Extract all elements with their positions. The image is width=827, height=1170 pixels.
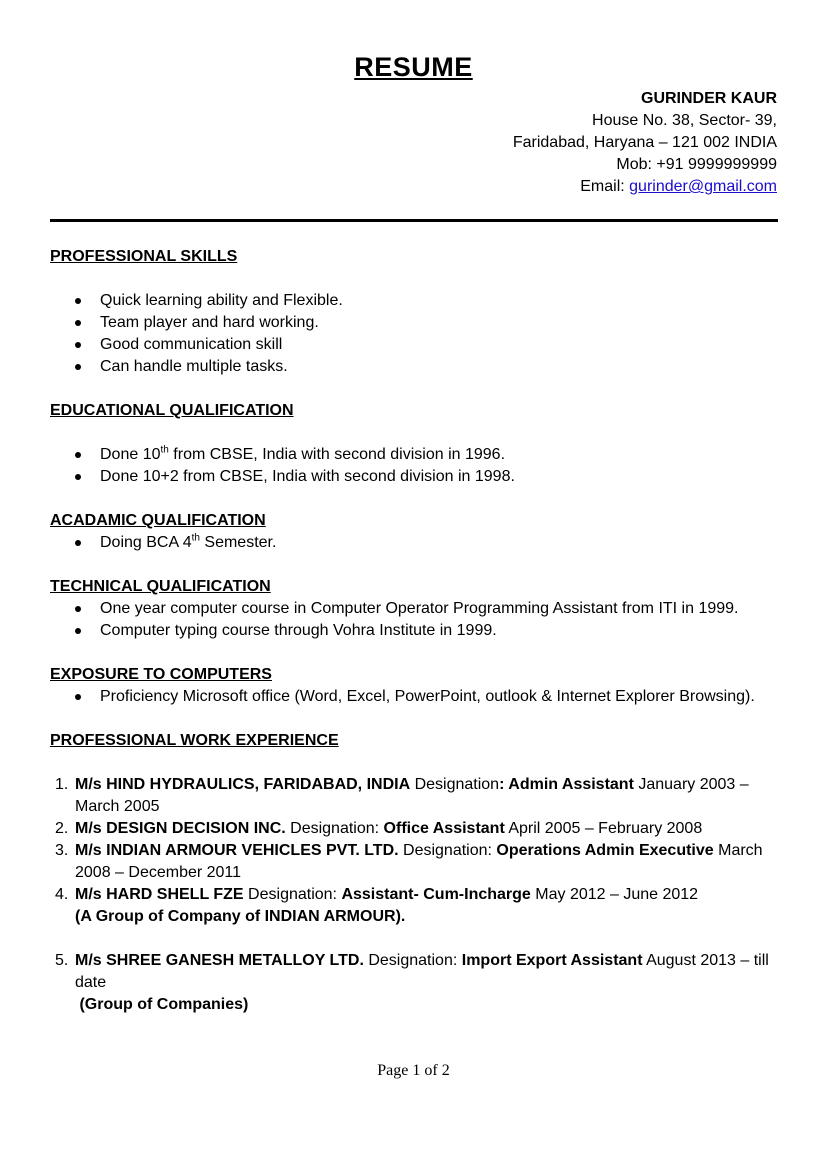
designation-colon: : xyxy=(499,776,505,793)
list-item xyxy=(50,312,777,334)
designation-label: Designation: xyxy=(398,842,497,859)
contact-block xyxy=(513,88,777,198)
contact-email-link[interactable]: gurinder@gmail.com xyxy=(629,178,777,195)
section-heading-exposure: EXPOSURE TO COMPUTERS xyxy=(50,666,272,683)
experience-number: 4. xyxy=(55,886,69,903)
experience-number: 3. xyxy=(55,842,69,859)
contact-address-line-1: House No. 38, Sector- 39, xyxy=(592,112,777,129)
section-heading-experience: PROFESSIONAL WORK EXPERIENCE xyxy=(50,732,339,749)
list-item xyxy=(50,686,777,708)
list-item xyxy=(50,290,777,312)
education-text: Done 10+2 from CBSE, India with second division in 1998. xyxy=(100,468,515,485)
contact-mobile: Mob: +91 9999999999 xyxy=(616,156,777,173)
section-heading-academic: ACADAMIC QUALIFICATION xyxy=(50,512,266,529)
education-list xyxy=(50,444,777,488)
employment-period: March 2008 – December 2011 xyxy=(75,842,763,881)
header-divider xyxy=(50,219,778,222)
designation-role: Assistant- Cum-Incharge xyxy=(341,886,531,903)
designation-label: Designation xyxy=(410,776,500,793)
contact-name: GURINDER KAUR xyxy=(641,90,777,107)
skill-text: Quick learning ability and Flexible. xyxy=(100,292,343,309)
company-name: M/s DESIGN DECISION INC. xyxy=(75,820,286,837)
list-item xyxy=(50,466,777,488)
section-heading-skills: PROFESSIONAL SKILLS xyxy=(50,248,238,265)
company-group-note: (A Group of Company of INDIAN ARMOUR). xyxy=(75,908,406,925)
bullet-icon xyxy=(75,474,81,480)
bullet-icon xyxy=(75,452,81,458)
experience-item xyxy=(50,774,777,818)
experience-item xyxy=(50,950,777,1016)
list-item xyxy=(50,620,777,642)
designation-role: Admin Assistant xyxy=(504,776,634,793)
skill-text: Team player and hard working. xyxy=(100,314,319,331)
company-name: M/s INDIAN ARMOUR VEHICLES PVT. LTD. xyxy=(75,842,399,859)
bullet-icon xyxy=(75,320,81,326)
exposure-text: Proficiency Microsoft office (Word, Excel, PowerPoint, outlook & Internet Explorer Browsing). xyxy=(100,688,755,705)
employment-period: January 2003 – March 2005 xyxy=(75,776,749,815)
designation-role: Import Export Assistant xyxy=(461,952,643,969)
academic-text: Doing BCA 4 xyxy=(100,534,192,551)
designation-label: Designation: xyxy=(285,820,384,837)
technical-list xyxy=(50,598,777,642)
designation-label: Designation: xyxy=(243,886,342,903)
education-superscript: th xyxy=(160,444,169,456)
contact-email-row xyxy=(513,176,777,198)
experience-number: 1. xyxy=(55,776,69,793)
technical-text: Computer typing course through Vohra Institute in 1999. xyxy=(100,622,497,639)
list-item xyxy=(50,598,777,620)
employment-period: August 2013 – till date xyxy=(75,952,769,991)
designation-role: Operations Admin Executive xyxy=(496,842,714,859)
technical-text: One year computer course in Computer Operator Programming Assistant from ITI in 1999. xyxy=(100,600,739,617)
designation-label: Designation: xyxy=(363,952,462,969)
bullet-icon xyxy=(75,364,81,370)
resume-body xyxy=(50,246,777,1016)
skill-text: Can handle multiple tasks. xyxy=(100,358,288,375)
academic-list xyxy=(50,532,777,554)
bullet-icon xyxy=(75,298,81,304)
skill-text: Good communication skill xyxy=(100,336,283,353)
exposure-list xyxy=(50,686,777,708)
designation-role: Office Assistant xyxy=(383,820,505,837)
section-heading-technical: TECHNICAL QUALIFICATION xyxy=(50,578,271,595)
bullet-icon xyxy=(75,342,81,348)
contact-address-line-2: Faridabad, Haryana – 121 002 INDIA xyxy=(512,134,777,151)
academic-text: Semester. xyxy=(199,534,277,551)
employment-period: April 2005 – February 2008 xyxy=(504,820,703,837)
bullet-icon xyxy=(75,540,81,546)
page-number: Page 1 of 2 xyxy=(377,1062,450,1079)
experience-item xyxy=(50,818,777,840)
education-text: from CBSE, India with second division in 1996. xyxy=(168,446,506,463)
bullet-icon xyxy=(75,628,81,634)
bullet-icon xyxy=(75,606,81,612)
experience-item xyxy=(50,840,777,884)
skills-list xyxy=(50,290,777,378)
company-name: M/s HIND HYDRAULICS, FARIDABAD, INDIA xyxy=(75,776,411,793)
page-title: RESUME xyxy=(354,52,473,82)
experience-item xyxy=(50,884,777,928)
education-text: Done 10 xyxy=(100,446,161,463)
employment-period: May 2012 – June 2012 xyxy=(530,886,699,903)
company-name: M/s SHREE GANESH METALLOY LTD. xyxy=(75,952,364,969)
academic-superscript: th xyxy=(191,532,200,544)
experience-number: 2. xyxy=(55,820,69,837)
company-group-note: (Group of Companies) xyxy=(75,996,249,1013)
contact-email-label: Email: xyxy=(580,178,630,195)
section-heading-education: EDUCATIONAL QUALIFICATION xyxy=(50,402,294,419)
list-item xyxy=(50,356,777,378)
spacer xyxy=(50,928,777,950)
experience-number: 5. xyxy=(55,952,69,969)
experience-list xyxy=(50,774,777,1016)
company-name: M/s HARD SHELL FZE xyxy=(75,886,244,903)
list-item xyxy=(50,444,777,466)
list-item xyxy=(50,334,777,356)
bullet-icon xyxy=(75,694,81,700)
list-item xyxy=(50,532,777,554)
